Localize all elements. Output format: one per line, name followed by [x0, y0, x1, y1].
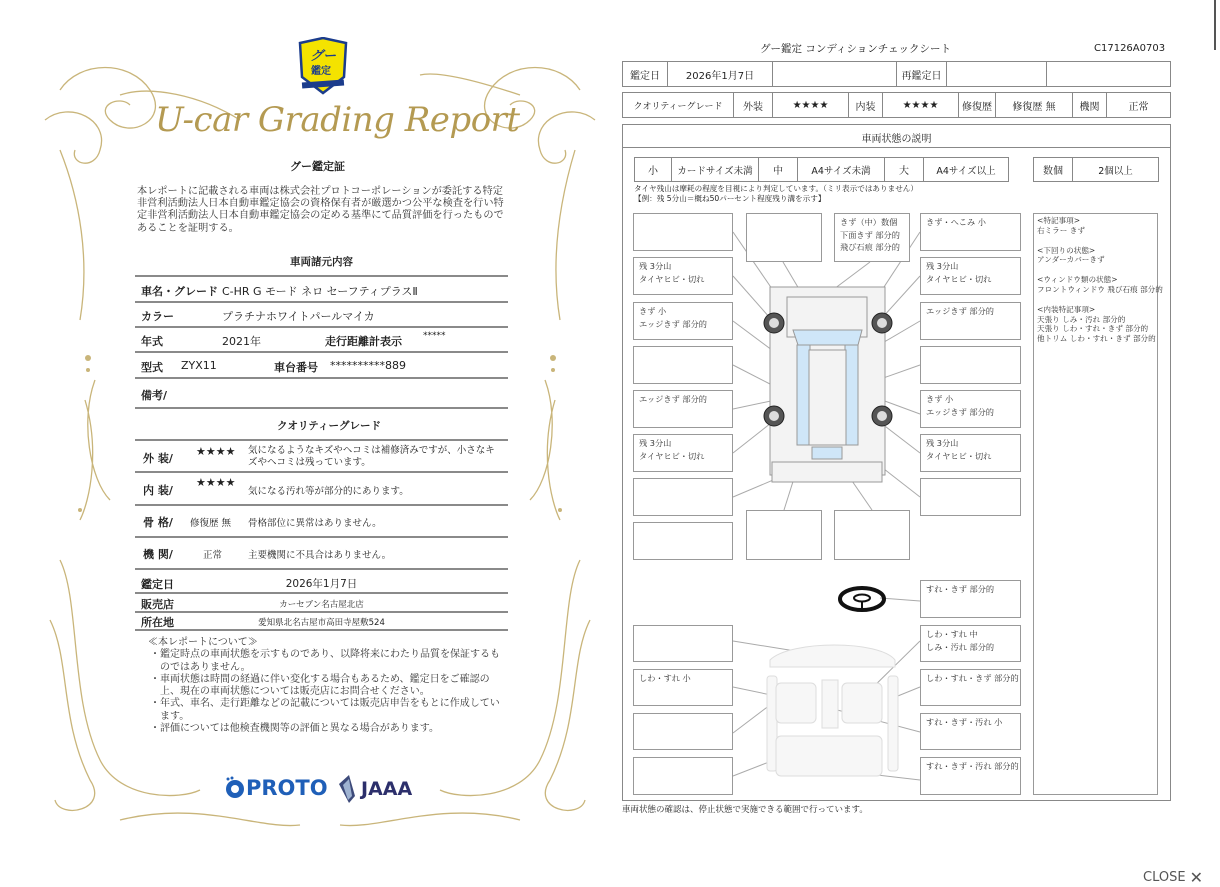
box-text: フロントウィンドウ 飛び石痕 部分的	[1037, 284, 1163, 294]
grade-cell: A4サイズ未満	[797, 157, 885, 182]
box-text: <特記事項>	[1037, 216, 1081, 225]
proto-logo-text: PROTO	[246, 776, 328, 800]
cert-text: 本レポートに記載される車両は株式会社プロトコーポレーションが委託する特定非営利活動法人日本自動車鑑定協会の資格保有者が厳選かつ公平な検査を行い特定非営利活動法人日本自動車鑑定協会の定める基準にて品質評価を行ったものであることを証明する。	[137, 186, 504, 234]
box-text: <内装特記事項>	[1037, 304, 1096, 314]
grade-stars: ★★★★	[196, 476, 236, 489]
chassis-number: **********889	[330, 359, 406, 372]
odometer-label: 走行距離計表示	[325, 335, 402, 348]
jaaa-logo-text: JAAA	[361, 778, 413, 800]
sheet-title: グー鑑定 コンディションチェックシート	[760, 43, 951, 55]
note-item: ・鑑定時点の車両状態を示すものであり、以降将来にわたり品質を保証するものではありません。	[150, 649, 500, 673]
condition-heading: 車両状態の説明	[861, 134, 932, 145]
address-label: 所在地	[141, 616, 174, 629]
grade-cell: 中	[758, 157, 798, 182]
model-label: 型式	[141, 361, 163, 374]
interior-box-left-seat	[633, 669, 733, 706]
date-label: 鑑定日	[622, 61, 668, 87]
grade-stars: ★★★★	[196, 445, 236, 458]
box-text: 下面きず 部分的	[840, 229, 900, 240]
grade-label: 骨 格/	[143, 516, 173, 529]
scrollbar[interactable]	[1214, 0, 1216, 50]
box-text: エッジきず 部分的	[639, 394, 707, 404]
chassis-label: 車台番号	[274, 361, 318, 374]
grade-cell: 数個	[1033, 157, 1073, 182]
box-text: すれ・きず・汚れ 小	[926, 717, 1003, 727]
tire-box-front-left	[633, 257, 733, 295]
badge-text-top: グー	[310, 49, 337, 64]
interior-box-steering	[920, 580, 1021, 618]
box-text: 他トリム しわ・すれ・きず 部分的	[1037, 334, 1156, 344]
grade-label: 機 関/	[143, 548, 173, 561]
sheet-footer: 車両状態の確認は、停止状態で実施できる範囲で行っています。	[622, 805, 868, 815]
box-text: タイヤヒビ・切れ	[926, 273, 992, 284]
steering-wheel-icon	[840, 588, 884, 610]
interior-box	[633, 625, 733, 662]
box-text: すれ・きず 部分的	[926, 584, 995, 594]
box-text: 残 3分山	[639, 438, 672, 448]
tire-box-front-right	[920, 257, 1021, 295]
damage-box	[746, 213, 822, 262]
box-text: エッジきず 部分的	[639, 318, 707, 329]
grade-cell: 2個以上	[1072, 157, 1159, 182]
box-text: <下回りの状態>	[1037, 245, 1096, 255]
grade-cell: クオリティーグレード	[622, 92, 734, 118]
box-text: エッジきず 部分的	[926, 306, 994, 316]
interior-box-rear-seat	[920, 757, 1021, 795]
interior-box-front-seat	[920, 625, 1021, 662]
damage-box	[920, 478, 1021, 516]
grade-cell: カードサイズ未満	[671, 157, 759, 182]
damage-box	[834, 510, 910, 560]
interior-box-console	[920, 713, 1021, 750]
grade-label: 内 装/	[143, 484, 173, 497]
grade-cell: 大	[884, 157, 924, 182]
sheet-id: C17126A0703	[1094, 43, 1166, 54]
box-text: 残 3分山	[639, 261, 672, 271]
box-text: 飛び石痕 部分的	[840, 242, 900, 252]
box-text: きず 小	[639, 306, 667, 316]
tire-note-line: タイヤ残山は摩耗の程度を目視により判定しています。（ミリ表示ではありません）	[634, 184, 918, 193]
box-text: しみ・汚れ 部分的	[926, 641, 995, 652]
damage-box	[920, 346, 1021, 384]
box-text: しわ・すれ・きず 部分的	[926, 673, 1019, 683]
box-text: <ウィンドウ類の状態>	[1037, 275, 1118, 285]
shop-name: カーセブン名古屋北店	[279, 600, 364, 610]
damage-box	[633, 346, 733, 384]
tire-note-line: 【例：残 5分山＝概ね50パーセント程度残り溝を示す】	[634, 194, 826, 203]
grade-cell: 内装	[848, 92, 883, 118]
tire-box-rear-left	[633, 434, 733, 472]
repair-history: 修復歴 無	[995, 92, 1073, 118]
box-text: すれ・きず・汚れ 部分的	[926, 761, 1019, 771]
interior-stars: ★★★★	[882, 92, 959, 118]
box-text: 右ミラー きず	[1037, 225, 1085, 235]
note-item: ・年式、車名、走行距離などの記載については販売店申告をもとに作成しています。	[150, 698, 500, 722]
grade-desc: 骨格部位に異常はありません。	[248, 518, 382, 529]
box-text: アンダーカバーきず	[1037, 255, 1105, 265]
notes-title: ≪本レポートについて≫	[148, 637, 258, 648]
grade-cell: 修復歴	[958, 92, 996, 118]
damage-box-front-right	[920, 213, 1021, 251]
color-label: カラー	[141, 310, 174, 323]
damage-box	[633, 522, 733, 560]
tire-box-rear-right	[920, 434, 1021, 472]
grade-cell: 機関	[1072, 92, 1107, 118]
box-text: タイヤヒビ・切れ	[926, 450, 992, 461]
box-text: しわ・すれ 中	[926, 629, 978, 639]
regrading-date-label: 再鑑定日	[896, 61, 947, 87]
date-label: 鑑定日	[141, 578, 174, 591]
box-text: きず 小	[926, 394, 954, 404]
box-text: きず（中）数個	[840, 217, 898, 227]
name-label: 車名・グレード	[141, 285, 218, 298]
note-item: ・評価については他検査機関等の評価と異なる場合があります。	[150, 723, 439, 735]
box-text: 天張り しみ・汚れ 部分的	[1037, 314, 1126, 324]
shop-label: 販売店	[141, 598, 174, 611]
damage-box-left-fender	[633, 302, 733, 340]
vehicle-name: C-HR G モード ネロ セーフティプラスⅡ	[222, 285, 418, 298]
close-button[interactable]	[1143, 868, 1203, 887]
box-text: しわ・すれ 小	[639, 673, 691, 683]
damage-box-left-rear-door	[633, 390, 733, 428]
engine-status: 正常	[1106, 92, 1171, 118]
grade-desc: 気になる汚れ等が部分的にあります。	[248, 486, 409, 497]
box-text: 残 3分山	[926, 438, 959, 448]
interior-box-right-trim	[920, 669, 1021, 706]
box-text: エッジきず 部分的	[926, 406, 994, 417]
grade-cell: 外装	[733, 92, 773, 118]
odometer-value: *****	[423, 331, 446, 341]
box-text: きず・へこみ 小	[926, 217, 986, 227]
damage-box-front	[834, 213, 910, 262]
damage-box-right-rear-door	[920, 390, 1021, 428]
remarks-label: 備考/	[141, 389, 168, 402]
grade-label: 外 装/	[143, 452, 173, 465]
close-label: CLOSE	[1143, 870, 1186, 885]
interior-box	[633, 713, 733, 750]
report-title: U-car Grading Report	[155, 100, 520, 140]
grade-value: 正常	[203, 550, 223, 561]
note-item: ・車両状態は時間の経過に伴い変化する場合もあるため、鑑定日をご確認の上、現在の車両状態については販売店にお問合せください。	[150, 673, 490, 698]
grade-cell: A4サイズ以上	[923, 157, 1009, 182]
vehicle-model-code: ZYX11	[181, 359, 217, 372]
grade-desc: 気になるようなキズやヘコミは補修済みですが、小さなキズやヘコミは残っています。	[248, 445, 495, 468]
year-label: 年式	[141, 335, 163, 348]
spec-heading: 車両諸元内容	[290, 256, 353, 268]
cert-title: グー鑑定証	[290, 160, 345, 173]
grading-date: 2026年1月7日	[285, 578, 358, 590]
grading-date: 2026年1月7日	[667, 61, 773, 87]
box-text: 天張り しわ・すれ・きず 部分的	[1037, 324, 1149, 334]
special-notes-box	[1033, 213, 1163, 795]
close-icon: ✕	[1189, 868, 1203, 887]
box-text: 残 3分山	[926, 261, 959, 271]
grade-cell: 小	[634, 157, 672, 182]
interior-diagram	[767, 645, 898, 776]
vehicle-year: 2021年	[222, 335, 261, 348]
damage-box	[633, 478, 733, 516]
damage-box	[633, 213, 733, 251]
shop-address: 愛知県北名古屋市高田寺屋敷524	[258, 618, 385, 628]
grade-desc: 主要機関に不具合はありません。	[248, 550, 392, 561]
box-text: タイヤヒビ・切れ	[639, 450, 705, 461]
damage-box	[746, 510, 822, 560]
vehicle-color: プラチナホワイトパールマイカ	[222, 310, 375, 323]
badge-text-bottom: 鑑定	[311, 66, 331, 77]
grade-value: 修復歴 無	[190, 518, 232, 529]
interior-box	[633, 757, 733, 795]
grade-heading: クオリティーグレード	[277, 420, 381, 432]
exterior-stars: ★★★★	[772, 92, 849, 118]
damage-box-right-fender	[920, 302, 1021, 340]
box-text: タイヤヒビ・切れ	[639, 273, 705, 284]
